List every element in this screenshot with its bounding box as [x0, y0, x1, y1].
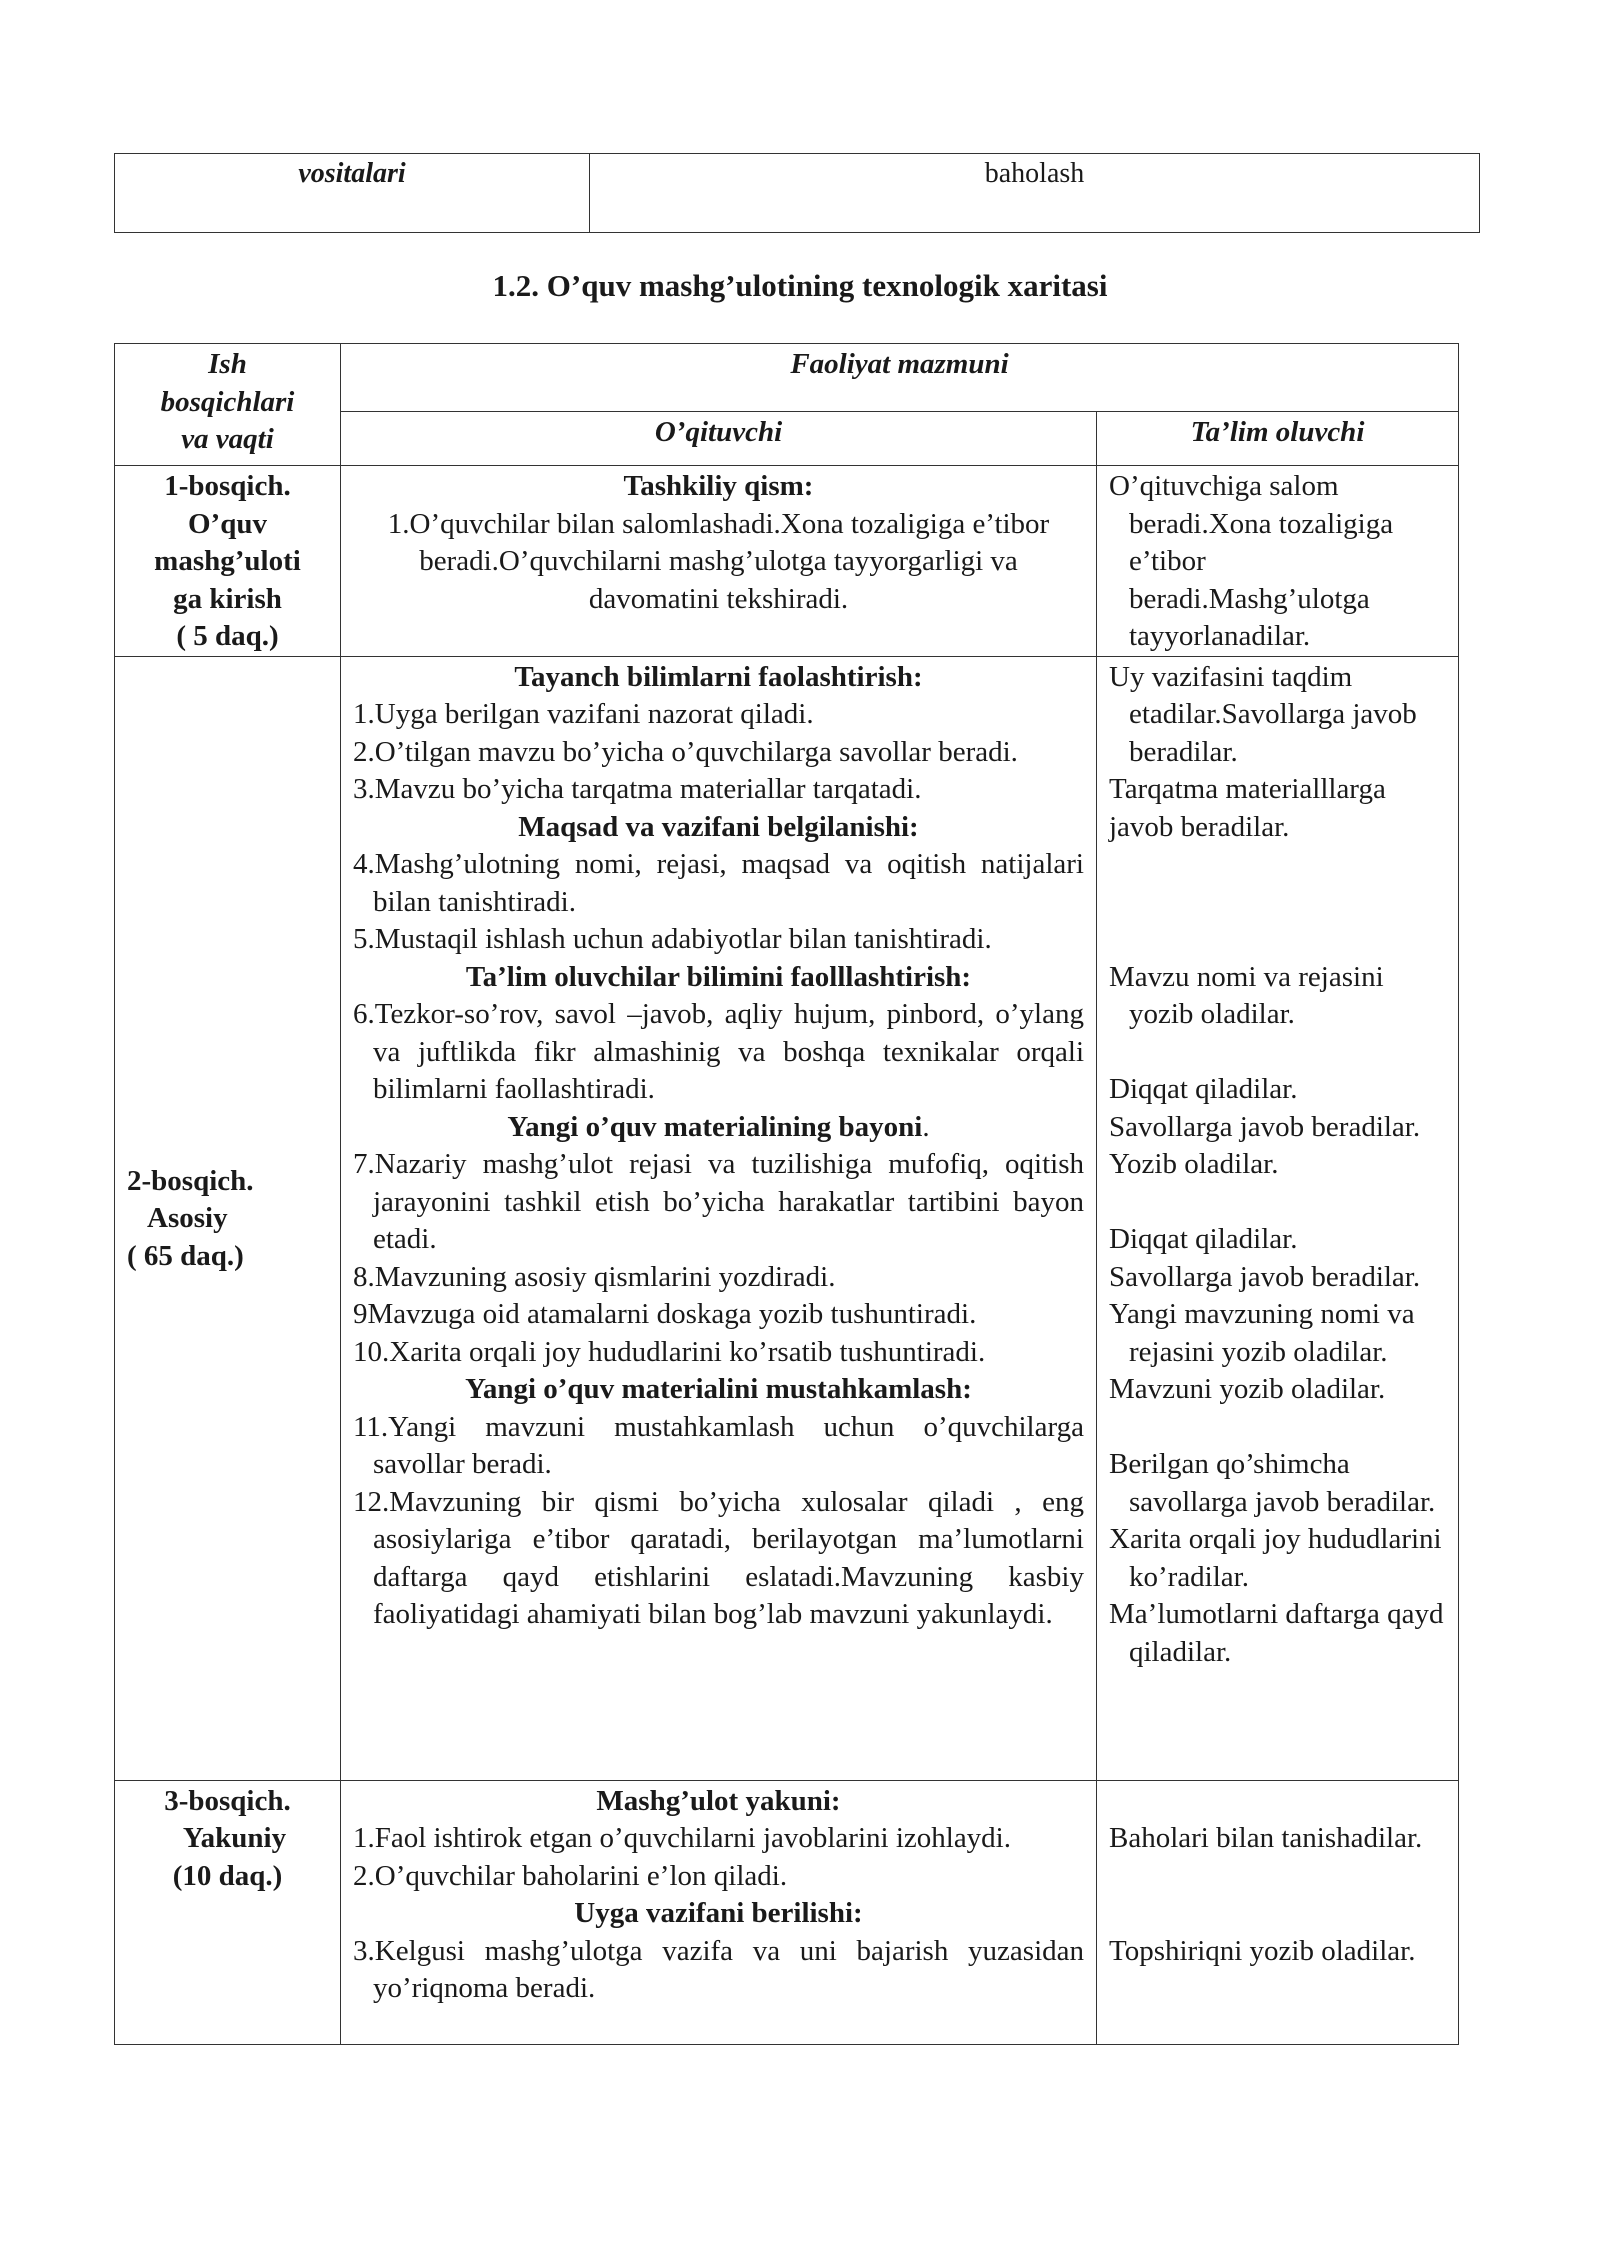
list-item: Savollarga javob beradilar.: [1109, 1110, 1421, 1143]
stage2-row: [115, 656, 1459, 1780]
top-table: [114, 153, 1480, 233]
stage1-teacher-text: 1.O’quvchilar bilan salomlashadi.Xona tozaligiga e’tibor beradi.O’quvchilarni mashg’ulotga tayyorgarligi va davomatini tekshiradi.: [387, 507, 1050, 615]
top-right-cell: [590, 154, 1480, 233]
list-item: Savollarga javob beradilar.: [1109, 1260, 1421, 1293]
list-item: Yozib oladilar.: [1109, 1148, 1279, 1180]
header-col1-line3: va vaqti: [181, 423, 274, 455]
list-item: Ma’lumotlarni daftarga qayd qiladilar.: [1109, 1598, 1444, 1668]
spacer: [1109, 1895, 1446, 1933]
list-item: 8.Mavzuning asosiy qismlarini yozdiradi.: [353, 1260, 836, 1293]
stage2-label: 2-bosqich. Asosiy ( 65 daq.): [115, 656, 341, 1780]
spacer: [1109, 1783, 1446, 1821]
stage1-label: 1-bosqich. O’quv mashg’uloti ga kirish ( 5 daq.): [115, 466, 341, 657]
list-item: 11.Yangi mavzuni mustahkamlash uchun o’quvchilarga savollar beradi.: [353, 1410, 1084, 1480]
list-item: 1.Uyga berilgan vazifani nazorat qiladi.: [353, 698, 814, 730]
list-item: Mavzuni yozib oladilar.: [1109, 1373, 1386, 1405]
list-item: 12.Mavzuning bir qismi bo’yicha xulosalar qiladi , eng asosiylariga e’tibor qaratadi, berilayotgan ma’lumotlarni daftarga qayd etishlarini eslatadi.Mavzuning kasbiy faoliyatidagi ahamiyati bilan bog’lab mavzuni yakunlaydi.: [353, 1485, 1084, 1630]
list-item: 2.O’tilgan mavzu bo’yicha o’quvchilarga savollar beradi.: [353, 735, 1018, 768]
stage1-teacher: [341, 466, 1097, 657]
spacer: [1109, 921, 1446, 959]
list-item: Tarqatma materialllarga javob beradilar.: [1109, 773, 1386, 843]
list-item: Baholari bilan tanishadilar.: [1109, 1822, 1423, 1854]
list-item: 2.O’quvchilar baholarini e’lon qiladi.: [353, 1859, 788, 1892]
header-stage-column: [115, 344, 341, 466]
stage2-sub2: Maqsad va vazifani belgilanishi:: [518, 810, 919, 843]
header-faoliyat: Faoliyat mazmuni: [341, 344, 1459, 412]
list-item: 7.Nazariy mashg’ulot rejasi va tuzilishiga mufofiq, oqitish jarayonini tashkil etish bo’yicha harakatlar tartibini bayon etadi.: [353, 1148, 1084, 1255]
stage1-student: [1097, 466, 1459, 657]
stage2-sub4: Yangi o’quv materialining bayoni.: [507, 1110, 930, 1143]
stage3-teacher: [341, 1780, 1097, 2044]
list-item: 3.Mavzu bo’yicha tarqatma materiallar tarqatadi.: [353, 773, 922, 805]
list-item: 9Mavzuga oid atamalarni doskaga yozib tushuntiradi.: [353, 1298, 977, 1330]
stage3-student: [1097, 1780, 1459, 2044]
stage3-label: 3-bosqich. Yakuniy (10 daq.): [115, 1780, 341, 2044]
header-teacher: O’qituvchi: [341, 412, 1097, 466]
top-right-text: baholash: [984, 158, 1085, 189]
list-item: Topshiriqni yozib oladilar.: [1109, 1934, 1416, 1967]
stage2-teacher: [341, 656, 1097, 1780]
list-item: Berilgan qo’shimcha savollarga javob beradilar.: [1109, 1448, 1436, 1518]
list-item: 10.Xarita orqali joy hududlarini ko’rsatib tushuntiradi.: [353, 1335, 986, 1368]
spacer: [1109, 1858, 1446, 1896]
header-student: Ta’lim oluvchi: [1097, 412, 1459, 466]
technology-map-table: [114, 343, 1459, 2045]
stage1-row: [115, 466, 1459, 657]
stage2-student: [1097, 656, 1459, 1780]
top-left-text: vositalari: [298, 158, 406, 189]
list-item: Diqqat qiladilar.: [1109, 1223, 1298, 1255]
spacer: [1109, 884, 1446, 922]
list-item: Mavzu nomi va rejasini yozib oladilar.: [1109, 960, 1384, 1030]
stage2-sub3: Ta’lim oluvchilar bilimini faolllashtirish:: [465, 960, 972, 993]
list-item: 1.Faol ishtirok etgan o’quvchilarni javoblarini izohlaydi.: [353, 1822, 1011, 1854]
list-item: 5.Mustaqil ishlash uchun adabiyotlar bilan tanishtiradi.: [353, 923, 992, 955]
header-col1-line1: Ish: [208, 348, 247, 380]
list-item: Xarita orqali joy hududlarini ko’radilar.: [1109, 1523, 1442, 1593]
stage1-teacher-title: Tashkiliy qism:: [623, 470, 814, 502]
list-item: 4.Mashg’ulotning nomi, rejasi, maqsad va oqitish natijalari bilan tanishtiradi.: [353, 848, 1084, 918]
list-item: Diqqat qiladilar.: [1109, 1073, 1298, 1105]
stage1-student-text: O’qituvchiga salom beradi.Xona tozaligiga e’tibor beradi.Mashg’ulotga tayyorlanadilar.: [1109, 470, 1394, 652]
list-item: Yangi mavzuning nomi va rejasini yozib oladilar.: [1109, 1298, 1415, 1368]
section-title: 1.2. O’quv mashg’ulotining texnologik xaritasi: [492, 268, 1108, 303]
stage2-sub5: Yangi o’quv materialini mustahkamlash:: [465, 1373, 972, 1405]
list-item: 6.Tezkor-so’rov, savol –javob, aqliy hujum, pinbord, o’ylang va juftlikda fikr almashinig va boshqa texnikalar orqali bilimlarni faollashtiradi.: [353, 998, 1084, 1105]
stage3-sub2: Uyga vazifani berilishi:: [574, 1897, 863, 1929]
stage2-sub1: Tayanch bilimlarni faolashtirish:: [514, 660, 923, 693]
spacer: [1109, 1034, 1446, 1072]
spacer: [1109, 1409, 1446, 1447]
list-item: 3.Kelgusi mashg’ulotga vazifa va uni bajarish yuzasidan yo’riqnoma beradi.: [353, 1934, 1084, 2004]
list-item: Uy vazifasini taqdim etadilar.Savollarga javob beradilar.: [1109, 660, 1417, 768]
header-col1-line2: bosqichlari: [160, 385, 295, 418]
spacer: [1109, 846, 1446, 884]
spacer: [1109, 1184, 1446, 1222]
stage3-row: [115, 1780, 1459, 2044]
stage3-sub1: Mashg’ulot yakuni:: [596, 1784, 841, 1817]
top-left-cell: [115, 154, 590, 233]
